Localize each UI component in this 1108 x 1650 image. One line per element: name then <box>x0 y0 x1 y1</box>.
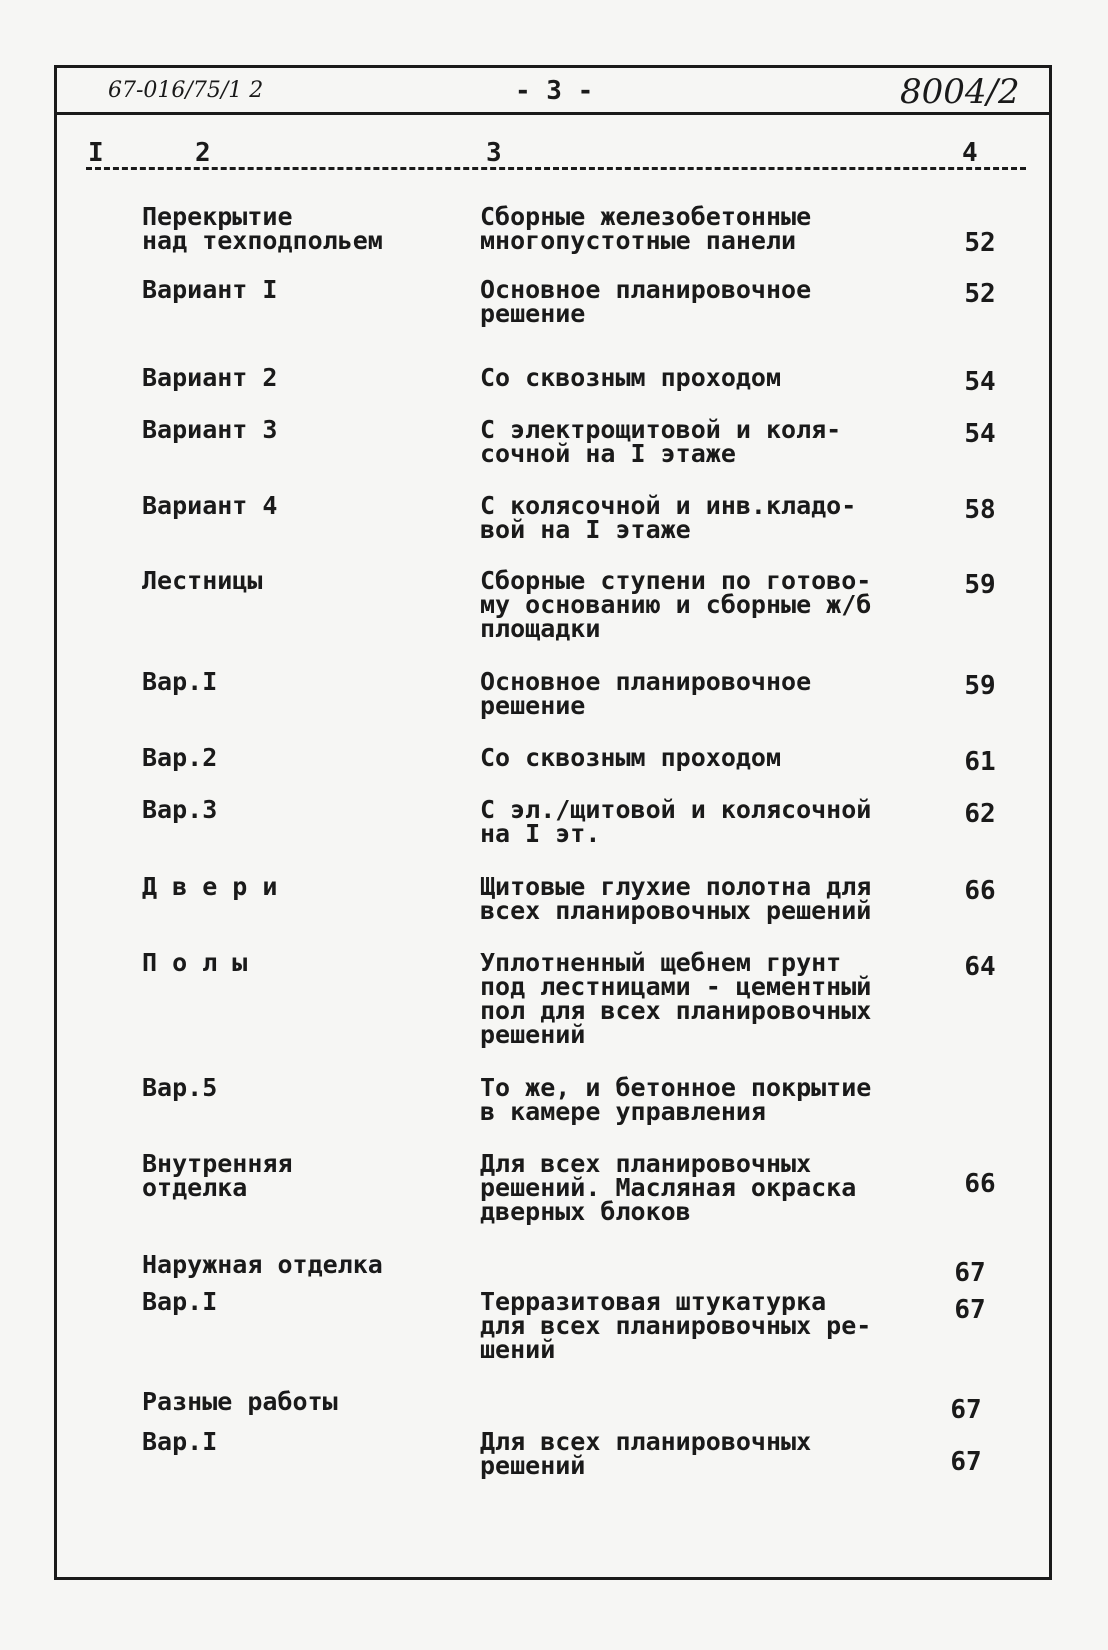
row-description: С электрощитовой и коля- сочной на I этаже <box>480 415 842 468</box>
row-element: Вариант 3 <box>142 415 278 444</box>
row-page: 67 <box>950 1395 982 1425</box>
row-description: Основное планировочное решение <box>480 275 812 328</box>
row-page: 64 <box>964 952 996 982</box>
row-element: Д в е р и <box>142 872 278 901</box>
row-page: 67 <box>954 1295 986 1325</box>
row-element: Вар.I <box>142 1427 218 1456</box>
row-element: Наружная отделка <box>142 1250 383 1279</box>
row-element: Вар.5 <box>142 1073 218 1102</box>
row-element: Разные работы <box>142 1387 338 1416</box>
column-header-4: 4 <box>962 138 978 168</box>
row-description: Сборные ступени по готово- му основанию и сборные ж/б площадки <box>480 566 872 643</box>
column-header-1: I <box>88 138 104 168</box>
row-page: 61 <box>964 747 996 777</box>
row-element: Внутренняя отделка <box>142 1149 293 1202</box>
row-page: 58 <box>964 495 996 525</box>
row-page: 54 <box>964 419 996 449</box>
document-code: 67-016/75/1 2 <box>108 78 264 103</box>
row-description: Щитовые глухие полотна для всех планировочных решений <box>480 872 872 925</box>
column-header-3: 3 <box>486 138 502 168</box>
page-number: - 3 - <box>515 76 594 106</box>
row-element: П о л ы <box>142 948 248 977</box>
row-page: 52 <box>964 228 996 258</box>
row-description: Основное планировочное решение <box>480 667 812 720</box>
row-page: 52 <box>964 279 996 309</box>
row-description: Со сквозным проходом <box>480 363 782 392</box>
row-description: Сборные железобетонные многопустотные панели <box>480 202 812 255</box>
row-description: Со сквозным проходом <box>480 743 782 772</box>
header-divider <box>54 112 1052 115</box>
row-description: С эл./щитовой и колясочной на I эт. <box>480 795 872 848</box>
row-element: Вар.3 <box>142 795 218 824</box>
row-element: Вар.I <box>142 667 218 696</box>
row-description: Уплотненный щебнем грунт под лестницами - цементный пол для всех планировочных решений <box>480 948 872 1049</box>
row-page: 67 <box>950 1447 982 1477</box>
row-element: Вариант 4 <box>142 491 278 520</box>
row-page: 62 <box>964 799 996 829</box>
column-header-2: 2 <box>195 138 211 168</box>
column-header-dashline <box>86 167 1026 170</box>
row-element: Лестницы <box>142 566 263 595</box>
row-element: Вариант 2 <box>142 363 278 392</box>
row-description: Для всех планировочных решений. Масляная окраска дверных блоков <box>480 1149 857 1226</box>
row-description: С колясочной и инв.кладо- вой на I этаже <box>480 491 857 544</box>
row-element: Вар.2 <box>142 743 218 772</box>
row-element: Вар.I <box>142 1287 218 1316</box>
row-page: 67 <box>954 1258 986 1288</box>
row-page: 59 <box>964 570 996 600</box>
row-page: 59 <box>964 671 996 701</box>
row-description: Для всех планировочных решений <box>480 1427 812 1480</box>
row-element: Перекрытие над техподпольем <box>142 202 383 255</box>
row-page: 66 <box>964 876 996 906</box>
row-page: 54 <box>964 367 996 397</box>
row-description: То же, и бетонное покрытие в камере управления <box>480 1073 872 1126</box>
sheet-number: 8004/2 <box>900 72 1020 112</box>
row-description: Терразитовая штукатурка для всех планировочных ре- шений <box>480 1287 872 1364</box>
row-page: 66 <box>964 1169 996 1199</box>
row-element: Вариант I <box>142 275 278 304</box>
